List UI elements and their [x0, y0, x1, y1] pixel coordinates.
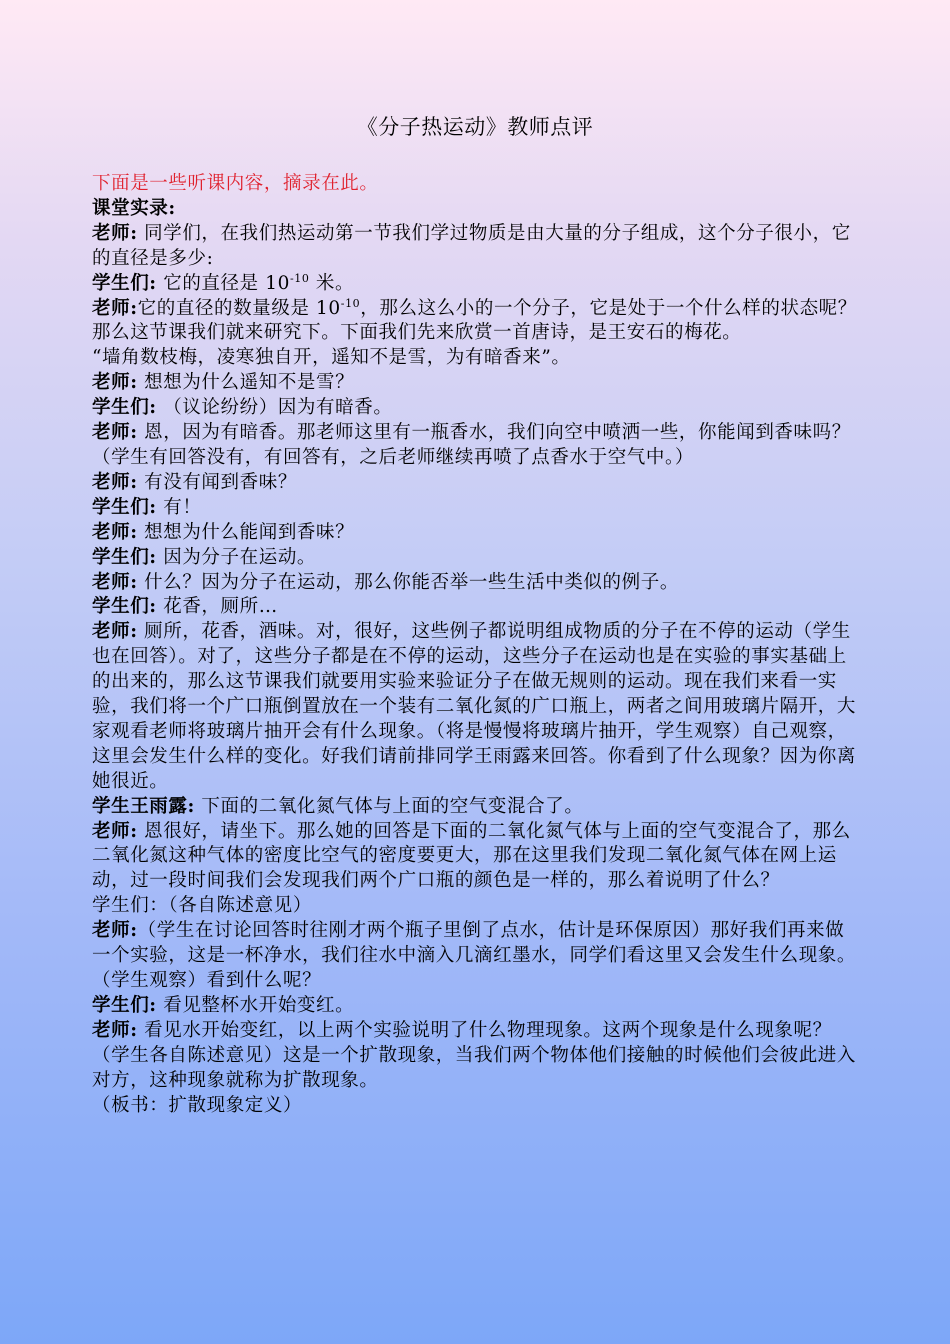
transcript-line: [92, 346, 862, 371]
transcript-line: [92, 421, 862, 446]
document-body: [92, 172, 862, 1118]
line-text: “墙角数枝梅，凌寒独自开，遥知不是雪，为有暗香来”。: [92, 347, 571, 369]
speaker-label: 学生们:: [92, 994, 157, 1016]
line-text: 花香，厕所…: [156, 596, 278, 618]
transcript-line: [92, 1019, 862, 1094]
exponent: -10: [340, 296, 361, 310]
line-text: 想想为什么遥知不是雪？: [137, 372, 355, 394]
speaker-label: 老师:: [92, 521, 138, 543]
line-text: 有！: [156, 496, 202, 518]
line-text: 想想为什么能闻到香味？: [137, 521, 355, 543]
speaker-label: 老师:: [92, 1019, 138, 1041]
line-text: 什么？因为分子在运动，那么你能否举一些生活中类似的例子。: [137, 571, 679, 593]
speaker-label: 老师:: [92, 571, 138, 593]
line-text: 有没有闻到香味？: [137, 471, 297, 493]
transcript-line: [92, 571, 862, 596]
transcript-line: [92, 396, 862, 421]
intro-note: 下面是一些听课内容，摘录在此。: [92, 173, 379, 194]
line-text: （学生有回答没有，有回答有，之后老师继续再喷了点香水于空气中。）: [92, 446, 694, 468]
speaker-label: 老师:: [92, 471, 138, 493]
line-text: （板书：扩散现象定义）: [92, 1094, 303, 1116]
line-text-after: ，那么这么小的一个分子，它是处于一个什么样的状态呢？那么这节课我们就来研究下。下面我们先来欣赏一首唐诗，是王安石的梅花。: [92, 297, 857, 344]
speaker-label: 学生们:: [92, 546, 157, 568]
transcript: [92, 222, 862, 1119]
transcript-line: [92, 994, 862, 1019]
speaker-label: 老师:: [92, 820, 138, 842]
transcript-line: [92, 546, 862, 571]
line-text: 它的直径的数量级是 10: [137, 297, 341, 319]
transcript-line: [92, 371, 862, 396]
speaker-label: 老师:: [92, 372, 138, 394]
line-text: 因为分子在运动。: [156, 546, 317, 568]
line-text: （学生在讨论回答时往刚才两个瓶子里倒了点水，估计是环保原因）那好我们再来做一个实验，这是一杯净水，我们往水中滴入几滴红墨水，同学们看这里又会发生什么现象。（学生观察）看到什么呢？: [92, 920, 857, 991]
transcript-line: [92, 471, 862, 496]
speaker-label: 老师:: [92, 297, 138, 319]
line-text: 同学们，在我们热运动第一节我们学过物质是由大量的分子组成，这个分子很小，它的直径是多少:: [92, 222, 851, 269]
line-text: （议论纷纷）因为有暗香。: [156, 397, 393, 419]
speaker-label: 学生们:: [92, 272, 157, 294]
transcript-line: [92, 222, 862, 272]
transcript-line: [92, 272, 862, 297]
line-text: 它的直径是 10: [156, 272, 290, 294]
line-text: 恩，因为有暗香。那老师这里有一瓶香水，我们向空中喷洒一些，你能闻到香味吗？: [137, 422, 851, 444]
transcript-line: [92, 820, 862, 895]
section-heading: 课堂实录:: [92, 197, 176, 219]
document-title: 《分子热运动》教师点评: [356, 115, 594, 139]
speaker-label: 老师:: [92, 422, 138, 444]
transcript-line: [92, 894, 862, 919]
line-text: 恩很好，请坐下。那么她的回答是下面的二氧化氮气体与上面的空气变混合了，那么二氧化氮这种气体的密度比空气的密度要更大，那在这里我们发现二氧化氮气体在网上运动，过一段时间我们会发现我们两个广口瓶的颜色是一样的，那么着说明了什么？: [92, 820, 851, 892]
speaker-label: 学生们:: [92, 596, 157, 618]
line-text: 看见水开始变红，以上两个实验说明了什么物理现象。这两个现象是什么现象呢？（学生各自陈述意见）这是一个扩散现象，当我们两个物体他们接触的时候他们会彼此进入对方，这种现象就称为扩散现象。: [92, 1019, 857, 1091]
speaker-label: 老师:: [92, 621, 138, 643]
transcript-line: [92, 1094, 862, 1119]
exponent: -10: [289, 271, 310, 285]
transcript-line: [92, 795, 862, 820]
line-text-after: 米。: [309, 272, 355, 294]
speaker-label: 学生王雨露:: [92, 795, 195, 817]
speaker-label: 老师:: [92, 920, 138, 942]
transcript-line: [92, 595, 862, 620]
transcript-line: [92, 620, 862, 794]
transcript-line: [92, 919, 862, 994]
line-text: 下面的二氧化氮气体与上面的空气变混合了。: [194, 795, 584, 817]
speaker-label: 老师:: [92, 222, 138, 244]
transcript-line: [92, 297, 862, 347]
line-text: 学生们：（各自陈述意见）: [92, 895, 312, 917]
line-text: 厕所，花香，酒味。对，很好，这些例子都说明组成物质的分子在不停的运动（学生也在回答）。对了，这些分子都是在不停的运动，这些分子在运动也是在实验的事实基础上的出来的，那么这节课我们就要用实验来验证分子在做无规则的运动。现在我们来看一实验，我们将一个广口瓶倒置放在一个装有二氧化氮的广口瓶上，两者之间用玻璃片隔开，大家观看老师将玻璃片抽开会有什么现象。（将是慢慢将玻璃片抽开，学生观察）自己观察，这里会发生什么样的变化。好我们请前排同学王雨露来回答。你看到了什么现象？因为你离她很近。: [92, 621, 857, 792]
transcript-line: [92, 496, 862, 521]
transcript-line: [92, 446, 862, 471]
line-text: 看见整杯水开始变红。: [156, 994, 355, 1016]
speaker-label: 学生们:: [92, 397, 157, 419]
speaker-label: 学生们:: [92, 496, 157, 518]
transcript-line: [92, 521, 862, 546]
